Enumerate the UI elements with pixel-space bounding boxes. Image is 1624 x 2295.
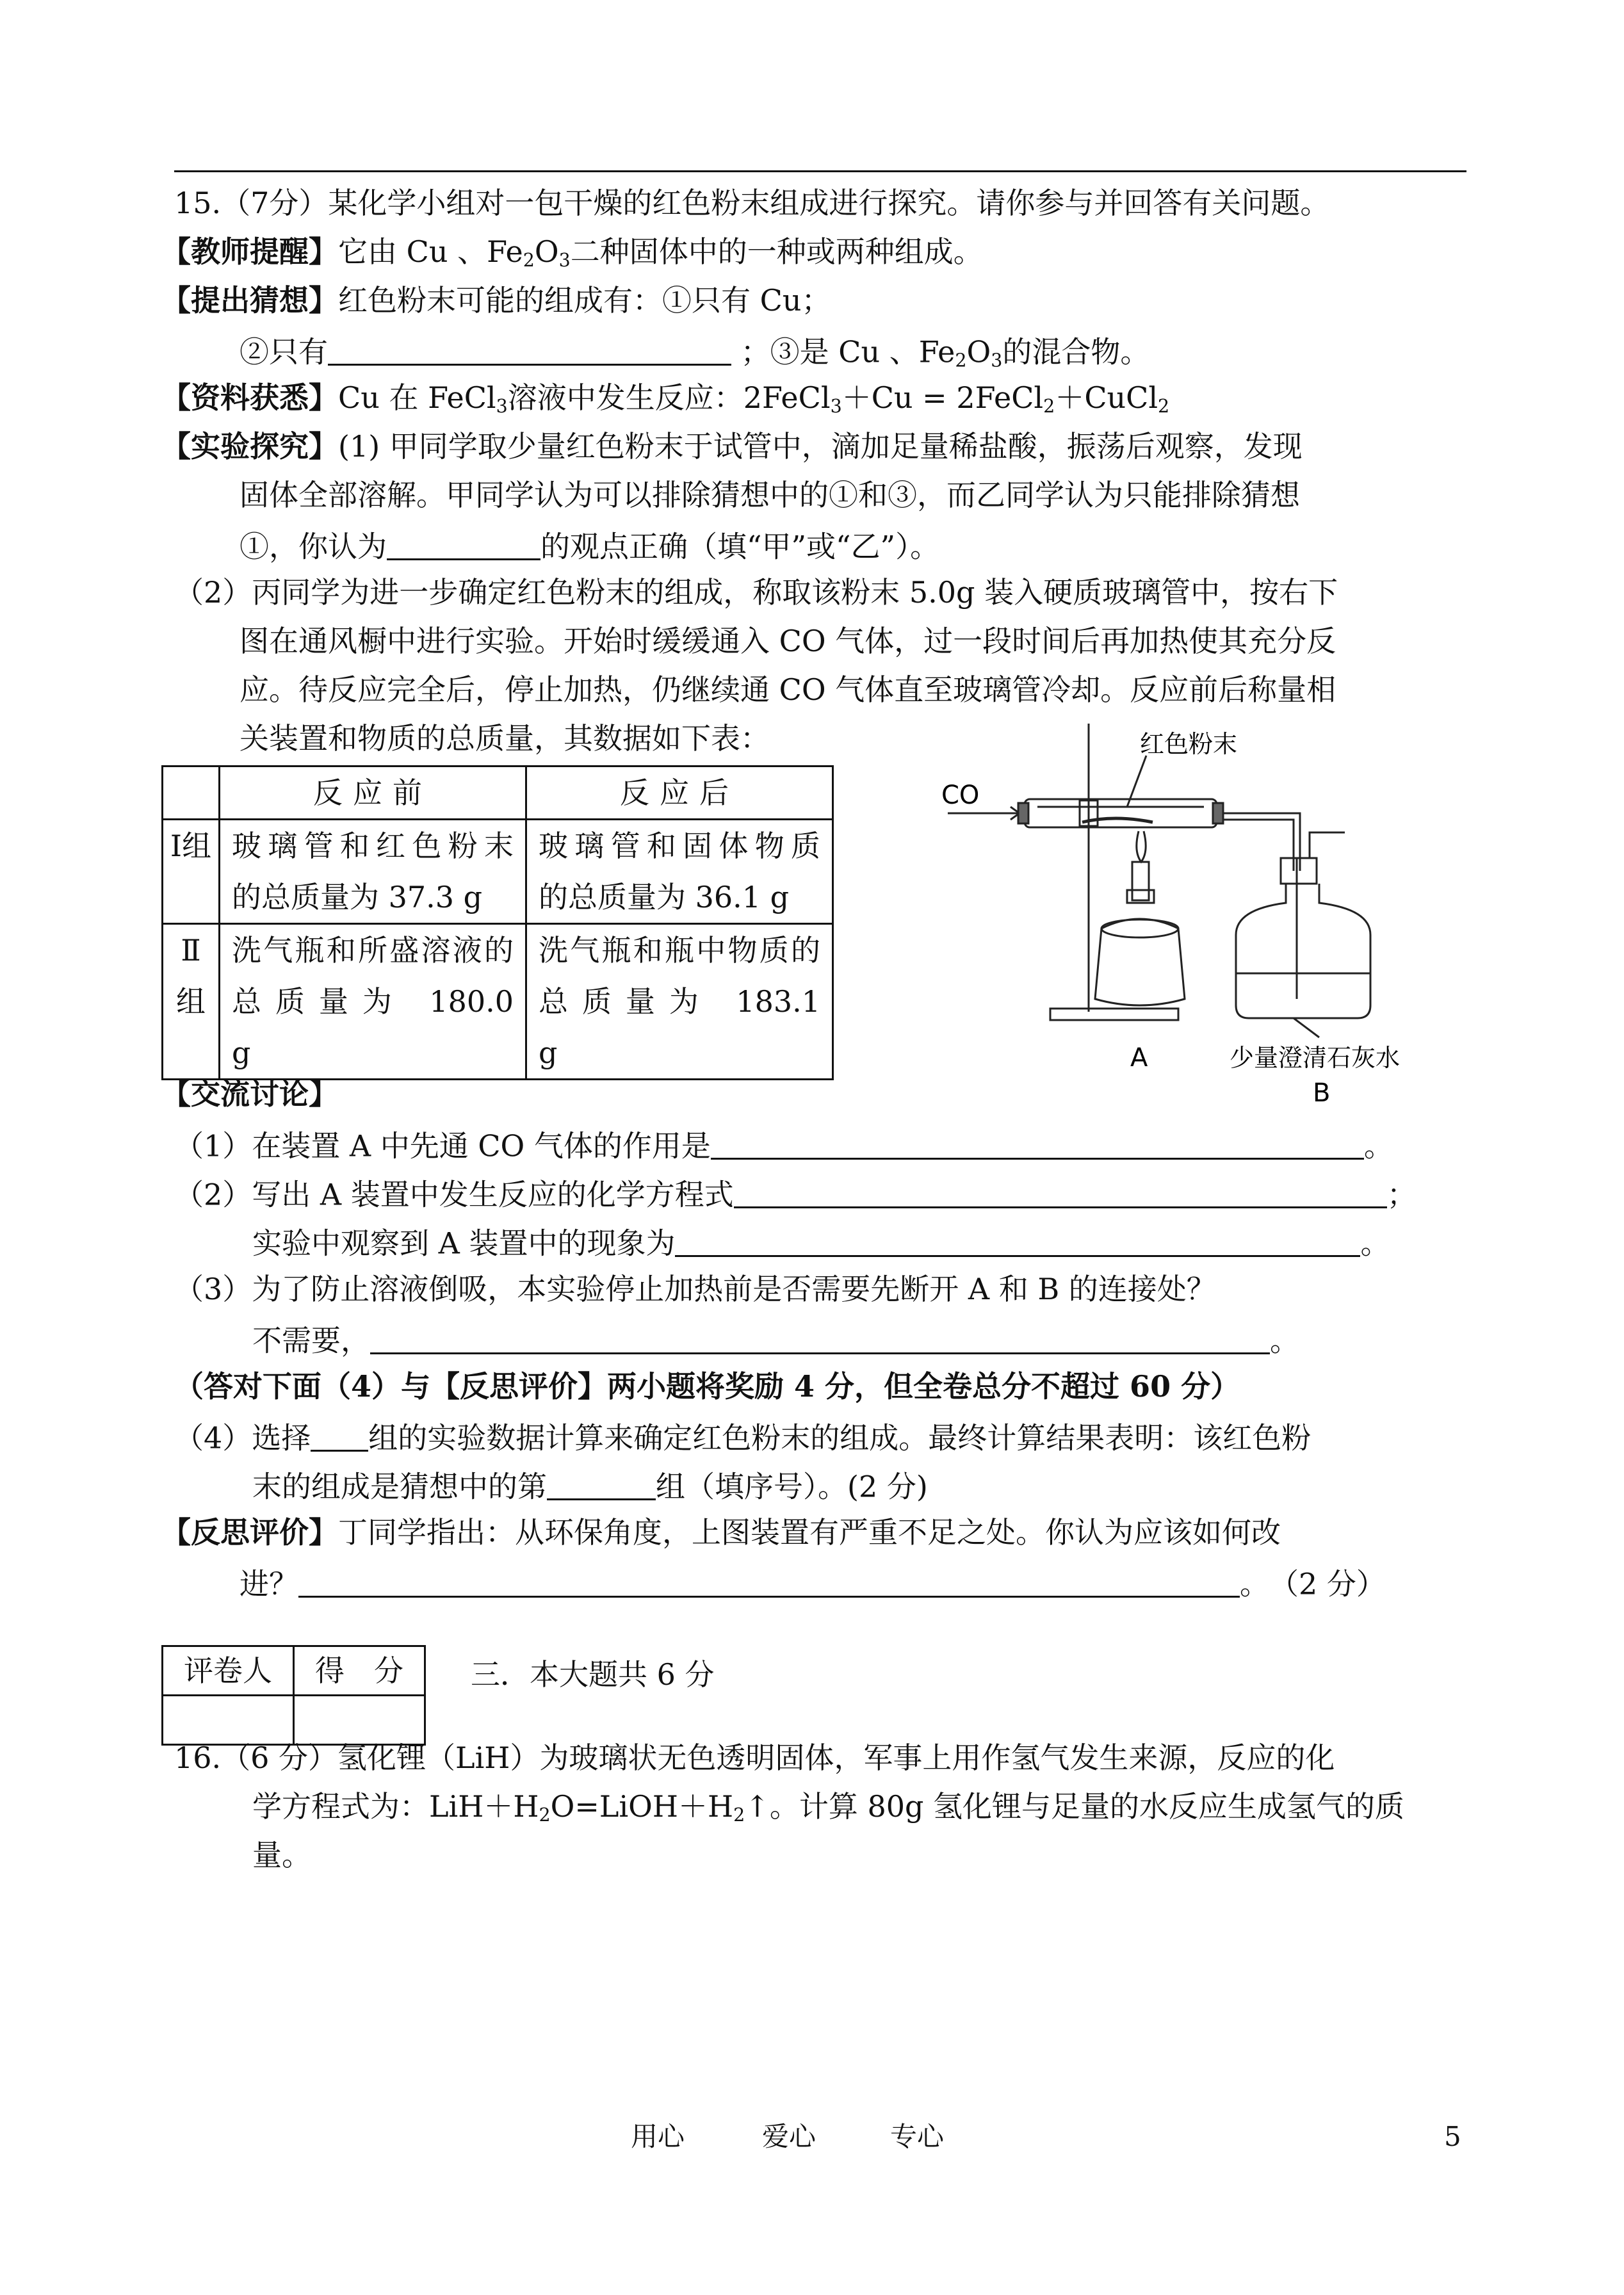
connecting-tube: [1223, 813, 1300, 871]
lamp-wick-holder: [1132, 862, 1149, 900]
discussion-q2: （2）写出 A 装置中发生反应的化学方程式 ；: [174, 1177, 1417, 1212]
exp2-line4: 关装置和物质的总质量，其数据如下表：: [240, 721, 770, 756]
col-after: 反应后: [526, 766, 833, 820]
bonus-note: （答对下面（4）与【反思评价】两小题将奖励 4 分，但全卷总分不超过 60 分）: [174, 1369, 1240, 1404]
score-cell[interactable]: [294, 1696, 425, 1745]
limewater-label: 少量澄清石灰水: [1230, 1044, 1401, 1072]
group2-after: 洗气瓶和瓶中物质的总质量为 183.1 g: [526, 924, 833, 1080]
discussion-q4: （4）选择 组的实验数据计算来确定红色粉末的组成。最终计算结果表明：该红色粉: [174, 1420, 1311, 1456]
q16-line1: 16.（6 分）氢化锂（LiH）为玻璃状无色透明固体，军事上用作氢气发生来源，反应的化: [174, 1740, 1335, 1775]
stand-base: [1050, 1009, 1178, 1020]
gas-washing-bottle: [1236, 884, 1370, 1018]
reflection: 【反思评价】丁同学指出：从环保角度，上图装置有严重不足之处。你认为应该如何改: [161, 1515, 1281, 1550]
exp-line3: ①，你认为 的观点正确（填“甲”或“乙”）。: [240, 529, 940, 564]
info-note: 【资料获悉】Cu 在 FeCl$_3$溶液中发生反应：2FeCl$_3$＋Cu = 2FeCl$_2$＋CuCl$_2$: [161, 380, 1170, 418]
red-powder: [1082, 818, 1153, 822]
discussion-q3: （3）为了防止溶液倒吸，本实验停止加热前是否需要先断开 A 和 B 的连接处？: [174, 1272, 1216, 1306]
answer-blank-q4-number[interactable]: [547, 1469, 656, 1500]
teacher-tip-tag: 【教师提醒】: [161, 234, 338, 269]
group1-before: 玻璃管和红色粉末 的总质量为 37.3 g: [220, 820, 526, 924]
answer-blank-jia-yi[interactable]: [387, 529, 540, 560]
hypothesis: 【提出猜想】红色粉末可能的组成有：①只有 Cu；: [161, 283, 831, 318]
group2-before: 洗气瓶和所盛溶液的总质量为 180.0 g: [220, 924, 526, 1080]
apparatus-figure: [935, 717, 1486, 1127]
section3-title: 三．本大题共 6 分: [471, 1657, 715, 1692]
score-label: 得 分: [294, 1646, 425, 1696]
answer-blank-q2-phenomenon[interactable]: [675, 1226, 1360, 1257]
answer-blank-q2-equation[interactable]: [734, 1177, 1387, 1208]
teacher-tip: 【教师提醒】它由 Cu 、$Fe_2O_3$二种固体中的一种或两种组成。: [161, 234, 983, 272]
footer-text-2: 爱心: [762, 2121, 816, 2152]
powder-label: 红色粉末: [1140, 730, 1238, 758]
flame: [1137, 831, 1146, 862]
grader-label: 评卷人: [163, 1646, 294, 1696]
discussion-q3b: 不需要， 。: [252, 1323, 1299, 1358]
exp2-line1: （2）丙同学为进一步确定红色粉末的组成，称取该粉末 5.0g 装入硬质玻璃管中，按右下: [174, 575, 1338, 610]
footer-text-1: 用心: [631, 2121, 685, 2152]
group2-label: Ⅱ组: [163, 924, 220, 1080]
col-before: 反应前: [220, 766, 526, 820]
alcohol-lamp: [1095, 919, 1185, 1005]
answer-blank-q3[interactable]: [370, 1323, 1270, 1354]
q15-heading: 15.（7分）某化学小组对一包干燥的红色粉末组成进行探究。请你参与并回答有关问题。: [174, 186, 1330, 220]
exp-line1: 【实验探究】(1) 甲同学取少量红色粉末于试管中，滴加足量稀盐酸，振荡后观察，发现: [161, 429, 1303, 464]
exp2-line2: 图在通风橱中进行实验。开始时缓缓通入 CO 气体，过一段时间后再加热使其充分反: [240, 624, 1336, 658]
group1-label: Ⅰ组: [163, 820, 220, 924]
group1-after: 玻璃管和固体物质 的总质量为 36.1 g: [526, 820, 833, 924]
bottle-stopper: [1281, 858, 1317, 884]
co-label: CO: [941, 781, 980, 810]
discussion-q4-line2: 末的组成是猜想中的第 组（填序号）。(2 分): [252, 1469, 928, 1504]
exp-line2: 固体全部溶解。甲同学认为可以排除猜想中的①和③，而乙同学认为只能排除猜想: [240, 478, 1300, 512]
grader-cell[interactable]: [163, 1696, 294, 1745]
table-row-group1: [163, 820, 833, 924]
q16-line2: 学方程式为：$LiH+H_2O=LiOH+H_2↑$。计算 80g 氢化锂与足量的水反应生成氢气的质: [252, 1789, 1405, 1826]
table-header-row: [163, 766, 833, 820]
discussion-q2b: 实验中观察到 A 装置中的现象为 。: [252, 1226, 1390, 1261]
answer-blank-q1[interactable]: [711, 1128, 1364, 1160]
answer-blank-reflection[interactable]: [298, 1566, 1240, 1598]
exp2-line3: 应。待反应完全后，停止加热，仍继续通 CO 气体直至玻璃管冷却。反应前后称量相: [240, 672, 1336, 707]
answer-blank-q4-group[interactable]: [311, 1420, 368, 1452]
apparatus-b-label: B: [1313, 1078, 1331, 1108]
footer-text-3: 专心: [890, 2121, 945, 2152]
table-row-group2: [163, 924, 833, 1080]
hypothesis-line2: ②只有 ；③是 Cu 、$Fe_2O_3$的混合物。: [240, 334, 1150, 371]
score-table: [161, 1645, 426, 1746]
reflection-line2: 进？ 。 （2 分）: [240, 1566, 1386, 1602]
mass-data-table: [161, 765, 834, 1080]
page-number: 5: [1444, 2121, 1461, 2152]
discussion-q1: （1）在装置 A 中先通 CO 气体的作用是 。: [174, 1128, 1393, 1164]
glass-tube: [1025, 799, 1217, 827]
discussion-heading: 【交流讨论】: [161, 1076, 338, 1111]
q16-line3: 量。: [252, 1838, 311, 1872]
header-rule: [174, 170, 1466, 172]
answer-blank-hypothesis[interactable]: [328, 334, 731, 366]
apparatus-a-label: A: [1130, 1043, 1148, 1073]
